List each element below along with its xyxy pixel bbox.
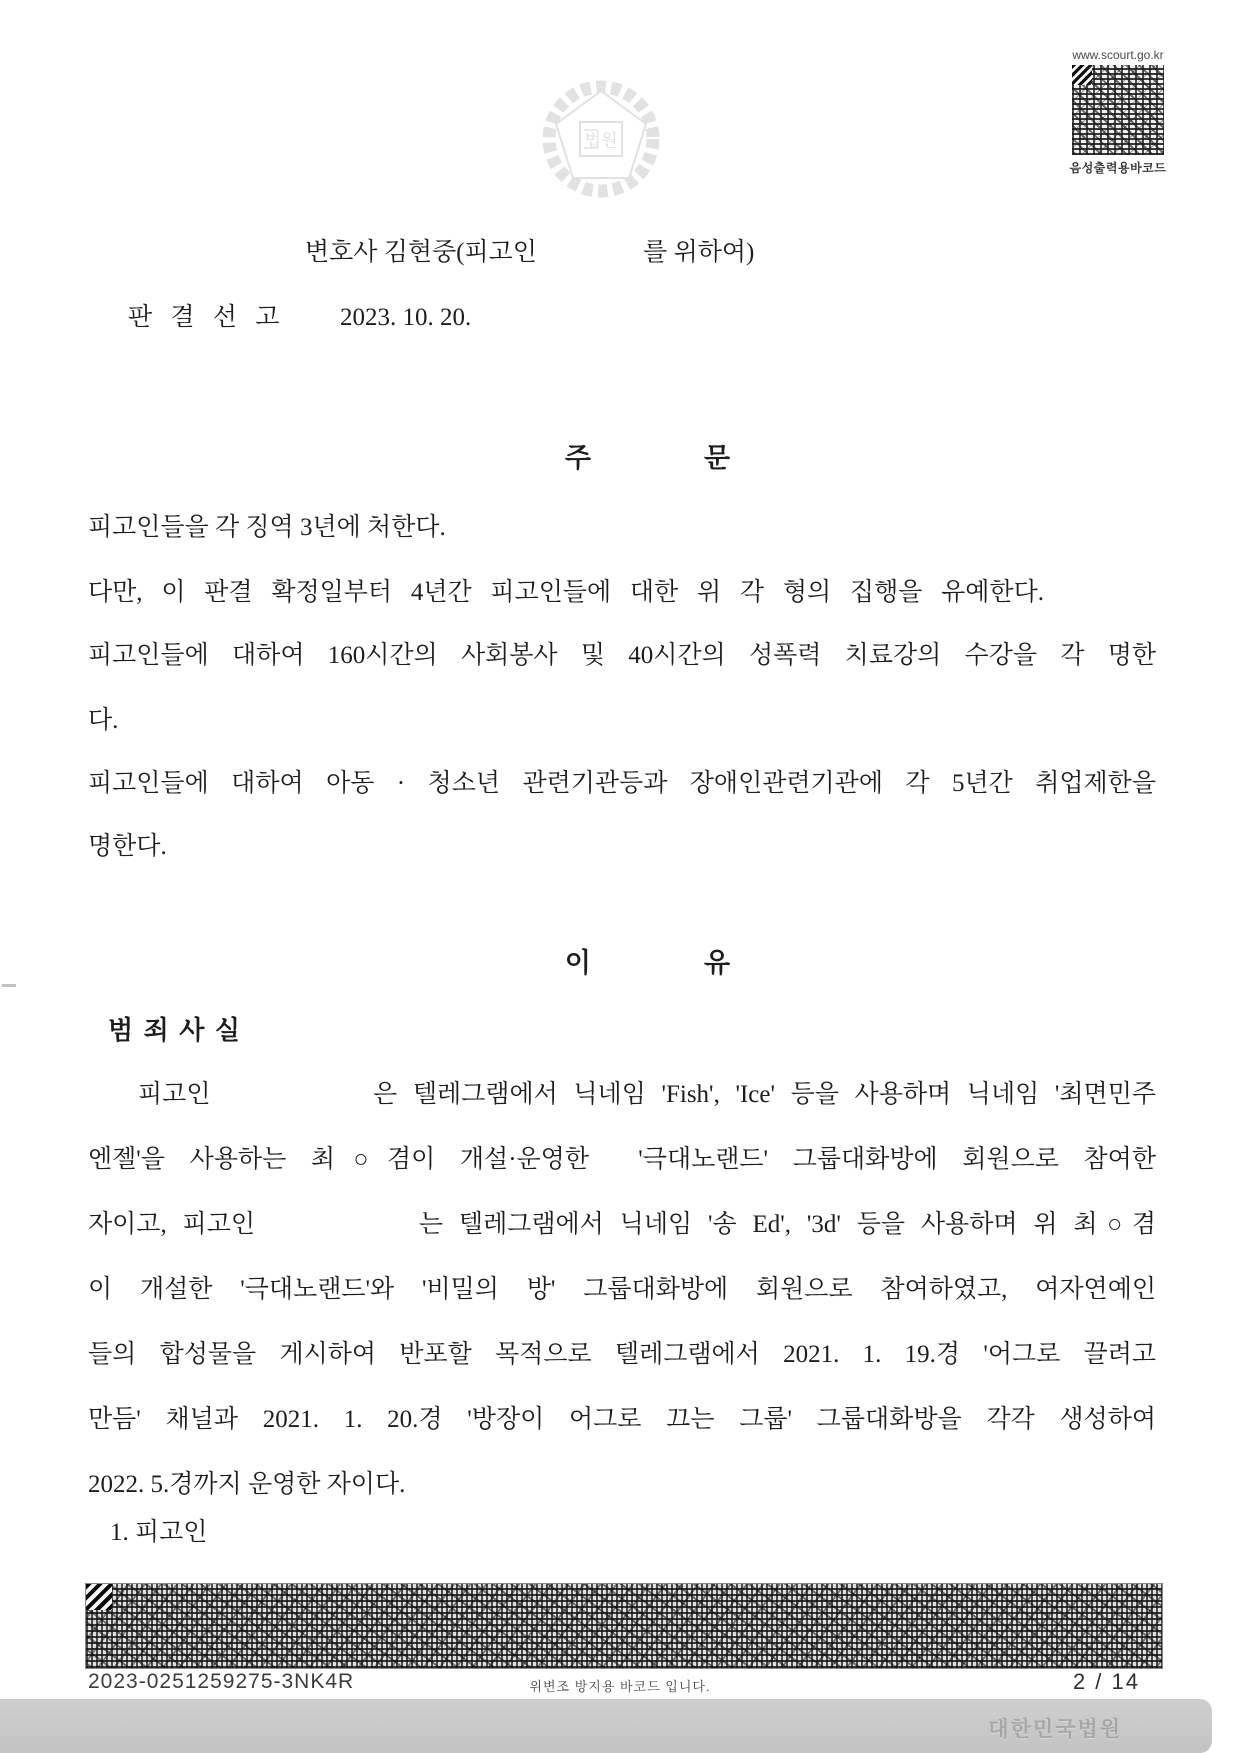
reason-line: 2022. 5.경까지 운영한 자이다. (88, 1471, 406, 1498)
reason-line: 피고인 은 텔레그램에서 닉네임 'Fish', 'Ice' 등을 사용하며 닉네임 '최면민주 (88, 1081, 1156, 1108)
document-number: 2023-0251259275-3NK4R (88, 1670, 355, 1693)
court-seal-icon (540, 76, 662, 202)
disposition-line: 명한다. (88, 833, 167, 860)
footer-bar (0, 1699, 1212, 1753)
crime-facts-heading: 범 죄 사 실 (108, 1016, 242, 1045)
disposition-line: 피고인들을 각 징역 3년에 처한다. (88, 514, 446, 541)
reason-line: 만듬' 채널과 2021. 1. 20.경 '방장이 어그로 끄는 그룹' 그룹대화방을 각각 생성하여 (88, 1406, 1156, 1433)
disposition-line: 다. (88, 707, 119, 734)
reason-line: 자이고, 피고인 는 텔레그램에서 닉네임 '송 Ed', '3d' 등을 사용하며 위 최○겸 (88, 1211, 1156, 1238)
judgment-pronounce-label: 판 결 선 고 (128, 304, 286, 331)
reason-line: 엔젤'을 사용하는 최○겸이 개설·운영한 '극대노랜드' 그룹대화방에 회원으로 참여한 (88, 1146, 1156, 1173)
reason-heading: 이 유 (564, 948, 732, 978)
disposition-line: 피고인들에 대하여 160시간의 사회봉사 및 40시간의 성폭력 치료강의 수강을 각 명한 (88, 642, 1156, 669)
anti-forgery-barcode (85, 1583, 1163, 1669)
disposition-line: 다만, 이 판결 확정일부터 4년간 피고인들에 대한 위 각 형의 집행을 유예한다. (88, 579, 1044, 606)
reason-line: 이 개설한 '극대노랜드'와 '비밀의 방' 그룹대화방에 회원으로 참여하였고, 여자연예인 (88, 1276, 1156, 1303)
disposition-line: 피고인들에 대하여 아동 · 청소년 관련기관등과 장애인관련기관에 각 5년간 취업제한을 (88, 770, 1156, 797)
barcode-note: 위변조 방지용 바코드 입니다. (529, 1679, 711, 1694)
reason-line: 1. 피고인 (110, 1519, 208, 1546)
reason-line: 들의 합성물을 게시하여 반포할 목적으로 텔레그램에서 2021. 1. 19.경 '어그로 끌려고 (88, 1341, 1156, 1368)
page-indicator: 2 / 14 (1072, 1669, 1140, 1694)
judgment-date: 2023. 10. 20. (340, 304, 472, 331)
disposition-heading: 주 문 (564, 443, 732, 473)
lawyer-line: 변호사 김현중(피고인 를 위하여) (305, 239, 755, 266)
court-seal-watermark (540, 76, 662, 202)
qr-code-image (1072, 65, 1164, 155)
qr-block (1068, 48, 1168, 176)
court-name-label: 대한민국법원 (988, 1718, 1122, 1741)
qr-caption: 음성출력용바코드 (1069, 161, 1167, 175)
seal-label: 법원 (584, 131, 618, 150)
scourt-url-label: www.scourt.go.kr (1072, 48, 1164, 62)
scan-artifact-dash (2, 984, 16, 987)
